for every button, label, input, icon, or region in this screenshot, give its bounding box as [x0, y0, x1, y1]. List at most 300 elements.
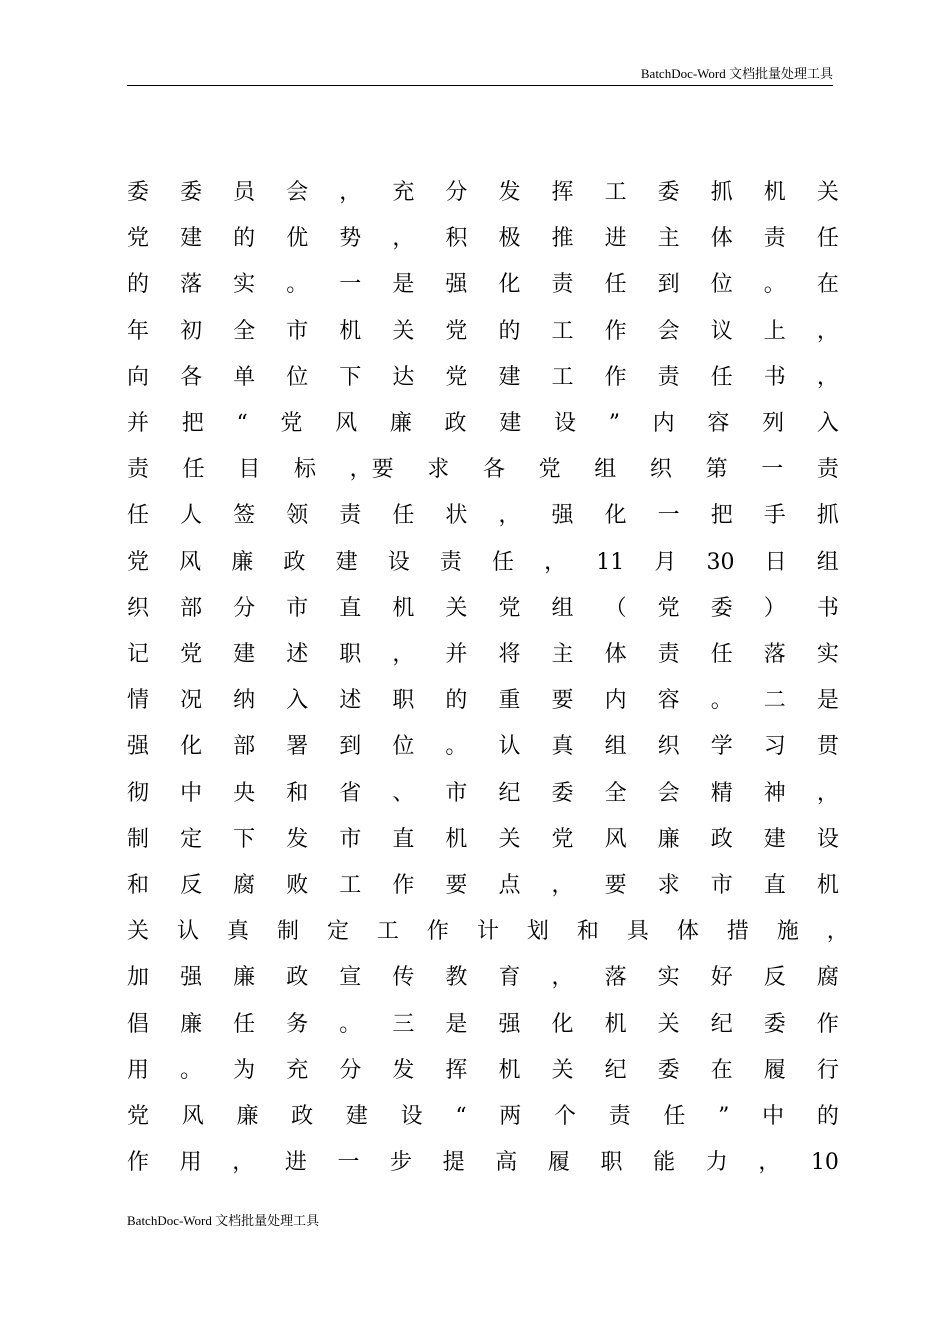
text-char: 中 [180, 780, 203, 806]
text-char: 腐 [233, 873, 256, 898]
text-char: 作 [604, 318, 627, 344]
text-char: 标 [293, 457, 316, 483]
text-char: 织 [649, 457, 672, 483]
text-char: ， [544, 549, 567, 575]
text-char: 建 [763, 826, 786, 852]
text-char: 工 [376, 919, 399, 945]
text-char: 纪 [498, 780, 521, 806]
text-char: 委 [657, 1057, 680, 1083]
text-char: ， [826, 919, 849, 945]
text-char: 推 [551, 226, 574, 252]
text-char: 党 [127, 549, 150, 575]
text-char: 关 [816, 180, 839, 205]
text-char: 二 [763, 688, 786, 714]
text-char: 直 [339, 595, 362, 621]
text-char: 记 [127, 642, 150, 667]
text-line [127, 961, 839, 995]
text-char: 党 [180, 642, 203, 667]
text-char: 月 [654, 549, 677, 575]
text-line [127, 1054, 839, 1088]
text-char: 任 [127, 503, 150, 529]
text-char: 全 [604, 780, 627, 806]
text-char: 充 [392, 180, 415, 205]
text-char: 机 [498, 1057, 521, 1083]
text-char: 员 [233, 180, 256, 205]
text-char: 一 [339, 272, 362, 298]
text-char: 手 [763, 503, 786, 529]
text-char: 力 [705, 1150, 728, 1176]
text-char: 能 [653, 1150, 676, 1176]
text-char: 建 [498, 364, 521, 390]
text-char: 廉 [236, 1104, 259, 1129]
text-char: 任 [816, 226, 839, 252]
text-char: 部 [233, 734, 256, 760]
text-char: 履 [547, 1150, 570, 1176]
text-char: ， [232, 1150, 255, 1176]
text-char: 落 [763, 642, 786, 667]
text-char: 化 [551, 1011, 574, 1037]
text-char: 进 [284, 1150, 307, 1176]
text-char: 一 [761, 457, 784, 483]
text-char: 要 [551, 688, 574, 714]
text-char: 挥 [445, 1057, 468, 1083]
text-char: 入 [286, 688, 309, 714]
text-char: 充 [286, 1057, 309, 1083]
text-line [127, 361, 839, 395]
text-char: 机 [339, 318, 362, 344]
text-char: 建 [180, 226, 203, 252]
text-char: 步 [390, 1150, 413, 1176]
text-char: 是 [392, 272, 415, 298]
text-char: 述 [286, 642, 309, 667]
text-char: 体 [604, 642, 627, 667]
text-char: 真 [226, 919, 249, 945]
text-char: 好 [710, 965, 733, 991]
text-char: 任 [392, 503, 415, 529]
text-char: 组 [551, 595, 574, 621]
text-char: 工 [604, 180, 627, 205]
text-char: 化 [180, 734, 203, 760]
text-char: 计 [476, 919, 499, 945]
text-char: 会 [657, 318, 680, 344]
text-char: 。 [286, 272, 309, 298]
text-char: 职 [600, 1150, 623, 1176]
page-footer: BatchDoc-Word 文档批量处理工具 [127, 1213, 320, 1228]
text-char: 署 [286, 734, 309, 760]
text-char: 把 [710, 503, 733, 529]
text-char: 各 [482, 457, 505, 483]
text-char: 。 [710, 688, 733, 714]
text-line [127, 222, 839, 256]
text-char: 到 [657, 272, 680, 298]
text-char: 到 [339, 734, 362, 760]
text-char: 精 [710, 780, 733, 806]
text-char: 任 [233, 1011, 256, 1037]
text-char: ， [816, 318, 839, 344]
text-char: 建 [335, 549, 358, 575]
text-char: 各 [180, 364, 203, 390]
text-char: 央 [233, 780, 256, 806]
text-char: 制 [127, 826, 150, 852]
text-char: 进 [604, 226, 627, 252]
text-char: 责 [551, 272, 574, 298]
text-char: 是 [816, 688, 839, 714]
text-char: 反 [763, 965, 786, 991]
text-char: 党 [445, 364, 468, 390]
text-char: 风 [179, 549, 202, 575]
text-char: 上 [763, 318, 786, 344]
text-char: 党 [538, 457, 561, 483]
text-char: 责 [608, 1104, 631, 1129]
text-char: 设 [400, 1104, 423, 1129]
text-line [127, 684, 839, 718]
text-char: 挥 [551, 180, 574, 205]
text-char: 责 [339, 503, 362, 529]
text-char: 。 [339, 1011, 362, 1037]
text-line [127, 915, 849, 949]
text-char: 下 [233, 826, 256, 852]
text-line [127, 176, 839, 210]
text-char: 组 [594, 457, 617, 483]
text-char: ， [816, 780, 839, 806]
text-char: “ [236, 411, 248, 436]
text-char: 强 [498, 1011, 521, 1037]
text-char: 将 [498, 642, 521, 667]
text-char: 建 [233, 642, 256, 667]
text-char: ， [758, 1150, 781, 1176]
text-char: 。 [180, 1057, 203, 1083]
text-char: 任 [182, 457, 205, 483]
text-char: 职 [392, 688, 415, 714]
text-char: ，要 [349, 457, 394, 483]
text-char: 的 [127, 272, 150, 298]
text-char: 主 [551, 642, 574, 667]
text-char: 、 [392, 780, 415, 806]
text-line [127, 407, 839, 441]
text-char: 落 [604, 965, 627, 991]
text-char: 纳 [233, 688, 256, 714]
text-char: 廉 [389, 411, 412, 436]
text-char: 签 [233, 503, 256, 529]
text-char: 习 [763, 734, 786, 760]
text-char: 认 [498, 734, 521, 760]
page-header: BatchDoc-Word 文档批量处理工具 [640, 66, 833, 81]
text-char: （ [604, 595, 627, 621]
text-char: 党 [498, 595, 521, 621]
text-char: 下 [339, 364, 362, 390]
text-char: 神 [763, 780, 786, 806]
text-char: 强 [551, 503, 574, 529]
text-char: 真 [551, 734, 574, 760]
text-char: 直 [763, 873, 786, 898]
text-char: 工 [551, 364, 574, 390]
text-char: 要 [604, 873, 627, 898]
text-char: 并 [127, 411, 150, 436]
text-char: 实 [816, 642, 839, 667]
text-char: 位 [392, 734, 415, 760]
text-char: ” [718, 1104, 730, 1129]
text-char: 把 [181, 411, 204, 436]
text-char: 宣 [339, 965, 362, 991]
text-line [127, 777, 839, 811]
text-char: 市 [710, 873, 733, 898]
text-char: 用 [179, 1150, 202, 1176]
text-char: 组 [816, 549, 839, 575]
text-char: 机 [763, 180, 786, 205]
text-char: 目 [238, 457, 261, 483]
text-char: 加 [127, 965, 150, 991]
text-char: 的 [233, 226, 256, 252]
text-char: 职 [339, 642, 362, 667]
text-char: 任 [710, 642, 733, 667]
text-char: 行 [816, 1057, 839, 1083]
text-char: 分 [445, 180, 468, 205]
text-char: 一 [657, 503, 680, 529]
text-char: 议 [710, 318, 733, 344]
text-char: 和 [576, 919, 599, 945]
text-char: 纪 [604, 1057, 627, 1083]
text-char: 建 [499, 411, 522, 436]
text-char: 况 [180, 688, 203, 714]
text-char: 的 [445, 688, 468, 714]
text-char: 书 [816, 595, 839, 621]
text-char: 任 [491, 549, 514, 575]
text-char: “ [455, 1104, 467, 1129]
text-char: 是 [445, 1011, 468, 1037]
text-char: 委 [710, 595, 733, 621]
text-line [127, 1146, 839, 1180]
text-char: ， [551, 965, 574, 991]
text-line [127, 869, 839, 903]
text-char: 体 [710, 226, 733, 252]
text-char: 责 [439, 549, 462, 575]
text-char: 内 [652, 411, 675, 436]
text-char: 组 [604, 734, 627, 760]
text-char: 领 [286, 503, 309, 529]
text-char: 省 [339, 780, 362, 806]
text-char: 党 [127, 1104, 150, 1129]
text-char: 会 [657, 780, 680, 806]
text-char: 会 [286, 180, 309, 205]
text-char: 政 [283, 549, 306, 575]
text-line [127, 499, 839, 533]
text-char: 市 [286, 318, 309, 344]
text-char: 定 [180, 826, 203, 852]
text-char: 并 [445, 642, 468, 667]
text-char: ， [816, 364, 839, 390]
text-char: 实 [233, 272, 256, 298]
text-char: 强 [180, 965, 203, 991]
text-char: 责 [657, 642, 680, 667]
text-char: 一 [337, 1150, 360, 1176]
text-char: 定 [326, 919, 349, 945]
text-char: ） [763, 595, 786, 621]
text-char: 党 [280, 411, 303, 436]
text-char: 。 [445, 734, 468, 760]
text-char: 体 [676, 919, 699, 945]
text-char: 关 [392, 318, 415, 344]
text-char: 用 [127, 1057, 150, 1083]
text-char: 廉 [233, 965, 256, 991]
text-char: 措 [726, 919, 749, 945]
text-char: 廉 [657, 826, 680, 852]
text-char: 育 [498, 965, 521, 991]
text-line [127, 453, 839, 487]
text-char: 机 [604, 1011, 627, 1037]
text-char: 积 [445, 226, 468, 252]
text-char: 容 [657, 688, 680, 714]
text-char: 市 [339, 826, 362, 852]
text-char: 落 [180, 272, 203, 298]
text-char: 提 [442, 1150, 465, 1176]
text-char: 年 [127, 318, 150, 344]
text-char: 点 [498, 873, 521, 898]
text-char: 关 [445, 595, 468, 621]
text-char: 认 [176, 919, 199, 945]
text-char: 发 [392, 1057, 415, 1083]
text-char: 责 [657, 364, 680, 390]
text-char: 要 [445, 873, 468, 898]
text-char: 责 [763, 226, 786, 252]
text-char: ， [392, 642, 415, 667]
text-char: 设 [387, 549, 410, 575]
text-char: 主 [657, 226, 680, 252]
text-char: 个 [553, 1104, 576, 1129]
text-char: 直 [392, 826, 415, 852]
text-char: 风 [604, 826, 627, 852]
text-char: 两 [499, 1104, 522, 1129]
text-char: 任 [604, 272, 627, 298]
text-char: 务 [286, 1011, 309, 1037]
text-char: ， [392, 226, 415, 252]
text-char: 廉 [180, 1011, 203, 1037]
text-char: 倡 [127, 1011, 150, 1037]
text-char: 党 [445, 318, 468, 344]
text-char: 优 [286, 226, 309, 252]
text-line [127, 730, 839, 764]
text-char: 履 [763, 1057, 786, 1083]
text-char: 日 [764, 549, 787, 575]
text-char: 为 [233, 1057, 256, 1083]
text-char: 任 [710, 364, 733, 390]
text-char: 党 [551, 826, 574, 852]
text-char: 关 [551, 1057, 574, 1083]
text-char: 党 [127, 226, 150, 252]
text-char: 书 [763, 364, 786, 390]
text-line [127, 592, 839, 626]
text-char: 部 [180, 595, 203, 621]
text-char: 达 [392, 364, 415, 390]
text-char: 位 [710, 272, 733, 298]
text-char: 政 [710, 826, 733, 852]
text-char: 风 [181, 1104, 204, 1129]
text-line [127, 1100, 839, 1134]
text-char: 情 [127, 688, 150, 714]
text-char: 腐 [816, 965, 839, 991]
text-char: 作 [392, 873, 415, 898]
text-char: 状 [445, 503, 468, 529]
text-char: 作 [604, 364, 627, 390]
text-char: 三 [392, 1011, 415, 1037]
text-char: 具 [626, 919, 649, 945]
text-char: 列 [762, 411, 785, 436]
text-char: 委 [551, 780, 574, 806]
text-char: 政 [444, 411, 467, 436]
text-char: 机 [816, 873, 839, 898]
text-char: 教 [445, 965, 468, 991]
text-char: 强 [445, 272, 468, 298]
text-char: 分 [339, 1057, 362, 1083]
text-char: 容 [707, 411, 730, 436]
text-line [127, 1008, 839, 1042]
text-char: 制 [276, 919, 299, 945]
text-line [127, 268, 839, 302]
text-char: 施 [776, 919, 799, 945]
text-char: 设 [816, 826, 839, 852]
text-char: 学 [710, 734, 733, 760]
text-char: 内 [604, 688, 627, 714]
text-char: 强 [127, 734, 150, 760]
text-char: 在 [816, 272, 839, 298]
text-char: 委 [180, 180, 203, 205]
text-char: 在 [710, 1057, 733, 1083]
text-char: 传 [392, 965, 415, 991]
text-char: 任 [663, 1104, 686, 1129]
text-line [127, 546, 839, 580]
text-line [127, 638, 839, 672]
text-char: 位 [286, 364, 309, 390]
text-char: 党 [657, 595, 680, 621]
text-char: 人 [180, 503, 203, 529]
text-char: 机 [392, 595, 415, 621]
text-char: 设 [553, 411, 576, 436]
text-char: 关 [127, 919, 150, 945]
text-line [127, 823, 839, 857]
text-char: 11 [596, 549, 625, 575]
text-char: 初 [180, 318, 203, 344]
text-char: 势 [339, 226, 362, 252]
text-char: 30 [706, 549, 735, 575]
text-char: 抓 [710, 180, 733, 205]
text-char: 关 [498, 826, 521, 852]
text-char: 述 [339, 688, 362, 714]
text-char: ， [551, 873, 574, 898]
text-char: 的 [816, 1104, 839, 1129]
text-char: 高 [495, 1150, 518, 1176]
text-char: ， [498, 503, 521, 529]
text-char: 10 [810, 1150, 839, 1176]
text-char: 化 [604, 503, 627, 529]
text-char: 发 [498, 180, 521, 205]
text-char: 关 [657, 1011, 680, 1037]
text-char: 单 [233, 364, 256, 390]
text-line [127, 315, 839, 349]
text-char: 极 [498, 226, 521, 252]
text-char: 纪 [710, 1011, 733, 1037]
text-char: 作 [426, 919, 449, 945]
text-char: 作 [127, 1150, 150, 1176]
text-char: 和 [127, 873, 150, 898]
text-char: 第 [705, 457, 728, 483]
text-char: 求 [657, 873, 680, 898]
text-char: 织 [127, 595, 150, 621]
text-char: 政 [291, 1104, 314, 1129]
text-char: 全 [233, 318, 256, 344]
text-char: 工 [339, 873, 362, 898]
text-char: 抓 [816, 503, 839, 529]
text-char: 反 [180, 873, 203, 898]
text-char: 发 [286, 826, 309, 852]
